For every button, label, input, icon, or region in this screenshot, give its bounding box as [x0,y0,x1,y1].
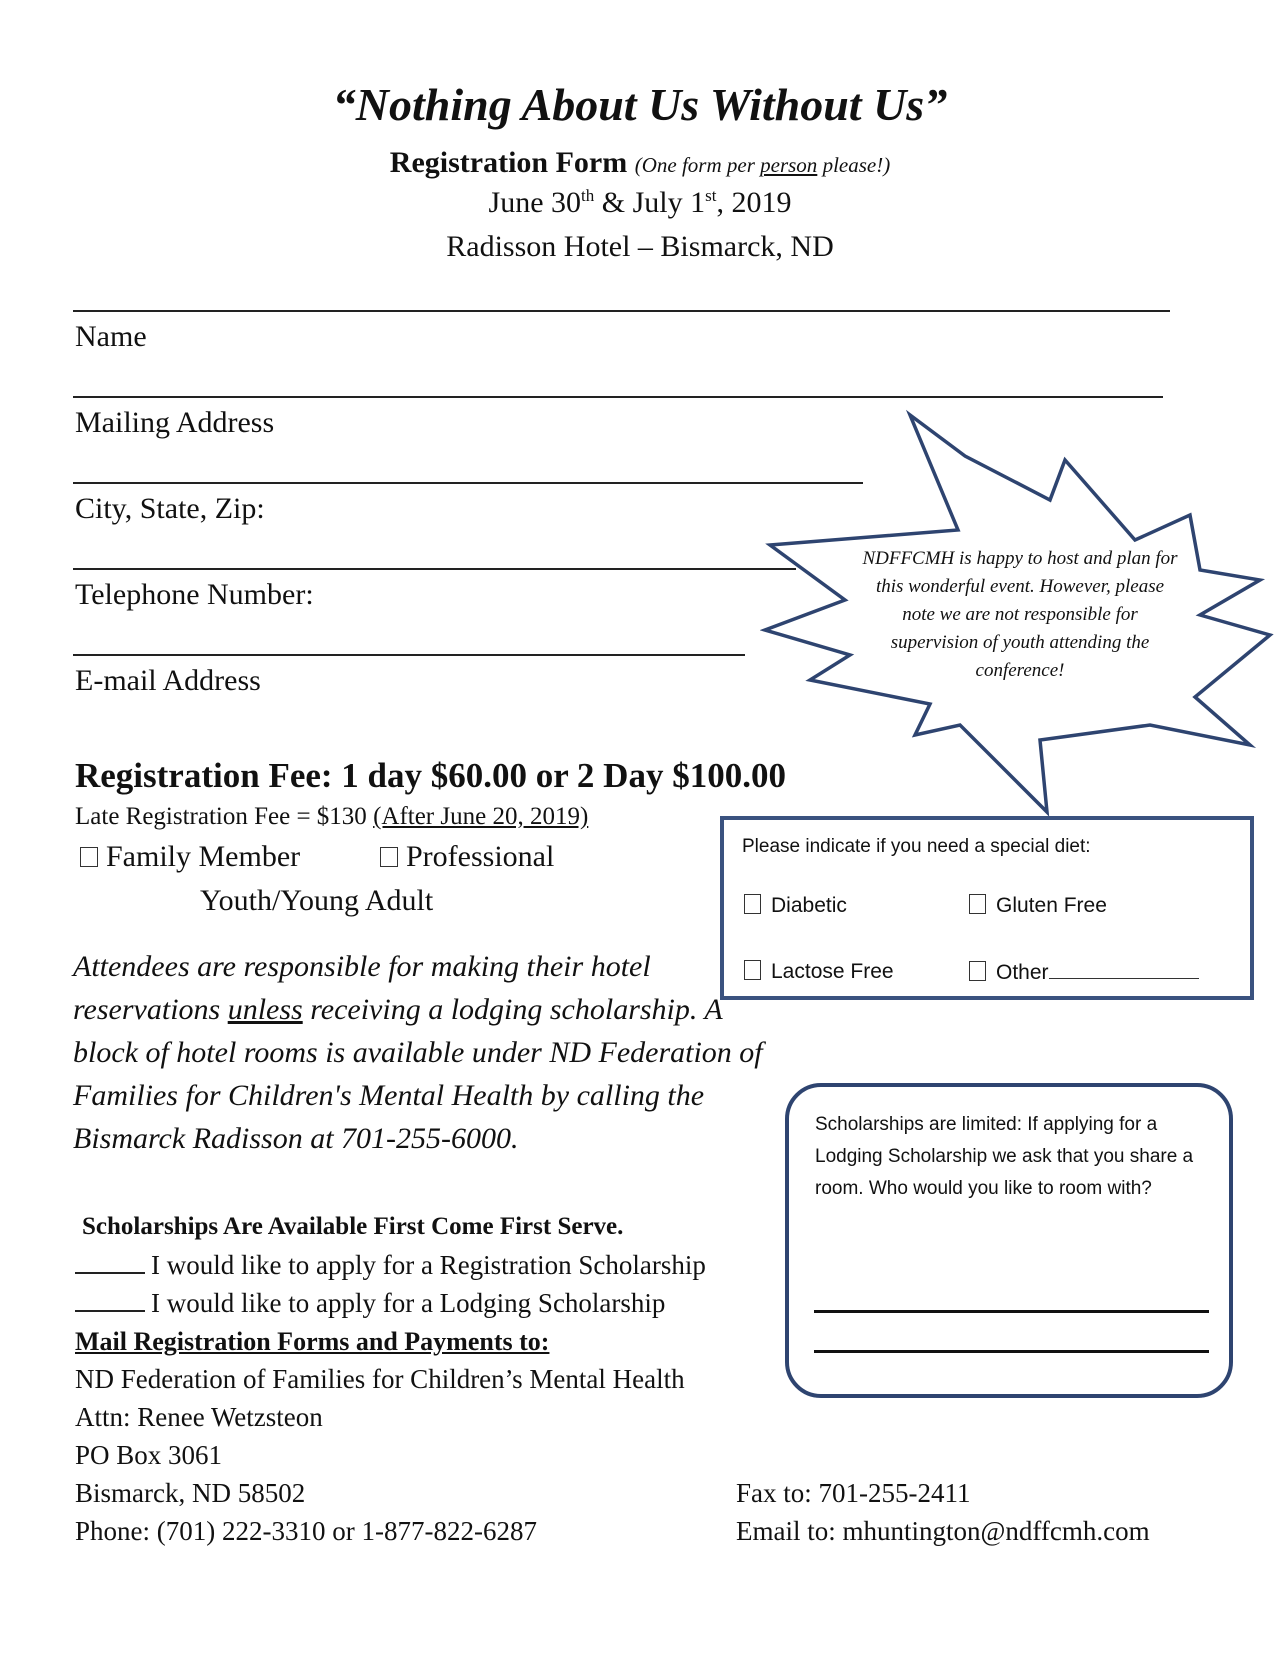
city-state-zip-label: City, State, Zip: [75,492,265,525]
telephone-label: Telephone Number: [75,578,314,611]
diet-other[interactable]: Other [969,960,1199,985]
name-field-line[interactable] [73,310,1170,312]
mail-phone: Phone: (701) 222-3310 or 1-877-822-6287 [75,1516,537,1546]
lodging-scholarship-blank[interactable] [75,1288,145,1312]
event-dates: June 30th & July 1st, 2019 [488,186,792,219]
diet-gluten-free[interactable]: Gluten Free [969,894,1107,918]
professional-option[interactable]: Professional [380,840,554,874]
diet-diabetic[interactable]: Diabetic [744,894,847,918]
form-subtitle [0,146,1280,180]
form-note: (One form per person please!) [634,153,891,177]
starburst-text: NDFFCMH is happy to host and plan for this wonderful event. However, please note we are not responsible for supervision of youth attending the conference! [862,548,1178,681]
email-field-line[interactable] [73,654,745,656]
other-checkbox[interactable] [969,961,986,981]
diabetic-checkbox[interactable] [744,894,761,914]
mail-po-box: PO Box 3061 [75,1440,223,1470]
family-member-option[interactable]: Family Member [80,840,300,874]
registration-scholarship-blank[interactable] [75,1250,145,1274]
city-state-zip-field-line[interactable] [73,482,863,484]
mailing-address-field-line[interactable] [73,396,1163,398]
page-title: “Nothing About Us Without Us” [332,79,948,130]
diet-lactose-free[interactable]: Lactose Free [744,960,894,984]
registration-fee: Registration Fee: 1 day $60.00 or 2 Day $100.00 [75,756,786,795]
mail-attn: Attn: Renee Wetzsteon [75,1402,323,1432]
mail-city: Bismarck, ND 58502 [75,1478,306,1508]
lodging-roommate-text: Scholarships are limited: If applying for a Lodging Scholarship we ask that you share a room. Who would you like to room with? [815,1114,1194,1199]
hotel-reservation-info: Attendees are responsible for making their hotel reservations unless receiving a lodging scholarship. A block of hotel rooms is available under ND Federation of Families for Children's Mental Health by calling the Bismarck Radisson at 701-255-6000. [73,950,763,1155]
lodging-roommate-box [785,1083,1233,1398]
fax-number: Fax to: 701-255-2411 [736,1478,971,1508]
youth-option-label: Youth/Young Adult [200,884,434,917]
lodging-scholarship-item[interactable]: I would like to apply for a Lodging Scholarship [75,1288,665,1319]
mail-org: ND Federation of Families for Children’s Mental Health [75,1364,685,1394]
gluten-free-checkbox[interactable] [969,894,986,914]
late-fee: Late Registration Fee = $130 (After June 20, 2019) [75,803,589,830]
event-venue: Radisson Hotel – Bismarck, ND [446,230,834,263]
special-diet-title: Please indicate if you need a special diet: [742,836,1091,857]
telephone-field-line[interactable] [73,568,796,570]
roommate-line-2[interactable] [814,1350,1209,1353]
registration-scholarship-item[interactable]: I would like to apply for a Registration Scholarship [75,1250,706,1281]
name-label: Name [75,320,147,353]
mail-title: Mail Registration Forms and Payments to: [75,1327,550,1356]
scholarships-title: Scholarships Are Available First Come First Serve. [82,1213,624,1240]
roommate-line-1[interactable] [814,1310,1209,1313]
email-label: E-mail Address [75,664,261,697]
special-diet-box [720,816,1254,1000]
mailing-address-label: Mailing Address [75,406,275,439]
professional-checkbox[interactable] [380,847,398,867]
form-label: Registration Form [389,146,628,179]
family-member-checkbox[interactable] [80,847,98,867]
other-diet-blank[interactable] [1049,960,1199,979]
contact-email: Email to: mhuntington@ndffcmh.com [736,1516,1150,1546]
